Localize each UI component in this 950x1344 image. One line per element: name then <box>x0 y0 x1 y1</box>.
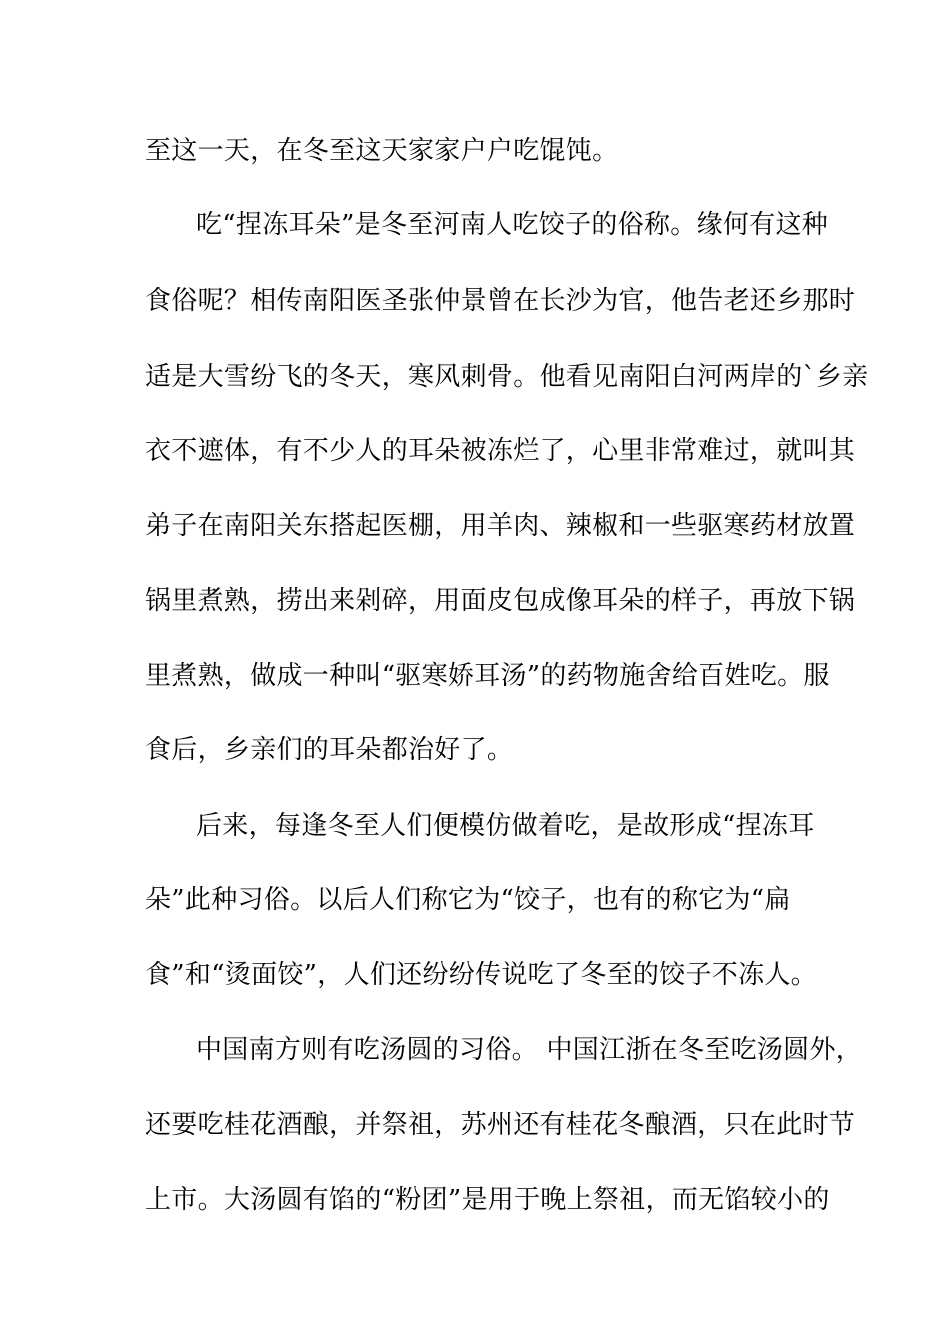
text-line: 至这一天，在冬至这天家家户户吃馄饨。 <box>145 136 619 166</box>
text-line: 里煮熟，做成一种叫“驱寒娇耳汤”的药物施舍给百姓吃。服 <box>145 661 830 691</box>
text-line: 还要吃桂花酒酿，并祭祖，苏州还有桂花冬酿酒，只在此时节 <box>145 1110 856 1140</box>
text-line: 食”和“烫面饺”，人们还纷纷传说吃了冬至的饺子不冻人。 <box>145 960 817 990</box>
text-line: 锅里煮熟，捞出来剁碎，用面皮包成像耳朵的样子，再放下锅 <box>145 586 856 616</box>
text-line: 衣不遮体，有不少人的耳朵被冻烂了，心里非常难过，就叫其 <box>145 436 856 466</box>
text-line: 食俗呢？相传南阳医圣张仲景曾在长沙为官，他告老还乡那时 <box>145 286 856 316</box>
text-line: 弟子在南阳关东搭起医棚，用羊肉、辣椒和一些驱寒药材放置 <box>145 511 856 541</box>
text-line: 食后，乡亲们的耳朵都治好了。 <box>145 735 514 765</box>
text-line: 适是大雪纷飞的冬天，寒风刺骨。他看见南阳白河两岸的`乡亲 <box>145 362 869 392</box>
paragraph-first-line: 吃“捏冻耳朵”是冬至河南人吃饺子的俗称。缘何有这种 <box>196 210 829 240</box>
text-line: 上市。大汤圆有馅的“粉团”是用于晚上祭祖，而无馅较小的 <box>145 1185 830 1215</box>
paragraph-first-line: 中国南方则有吃汤圆的习俗。 中国江浙在冬至吃汤圆外， <box>196 1035 863 1065</box>
text-line: 朵”此种习俗。以后人们称它为“饺子，也有的称它为“扁 <box>145 885 791 915</box>
paragraph-first-line: 后来，每逢冬至人们便模仿做着吃，是故形成“捏冻耳 <box>196 811 815 841</box>
